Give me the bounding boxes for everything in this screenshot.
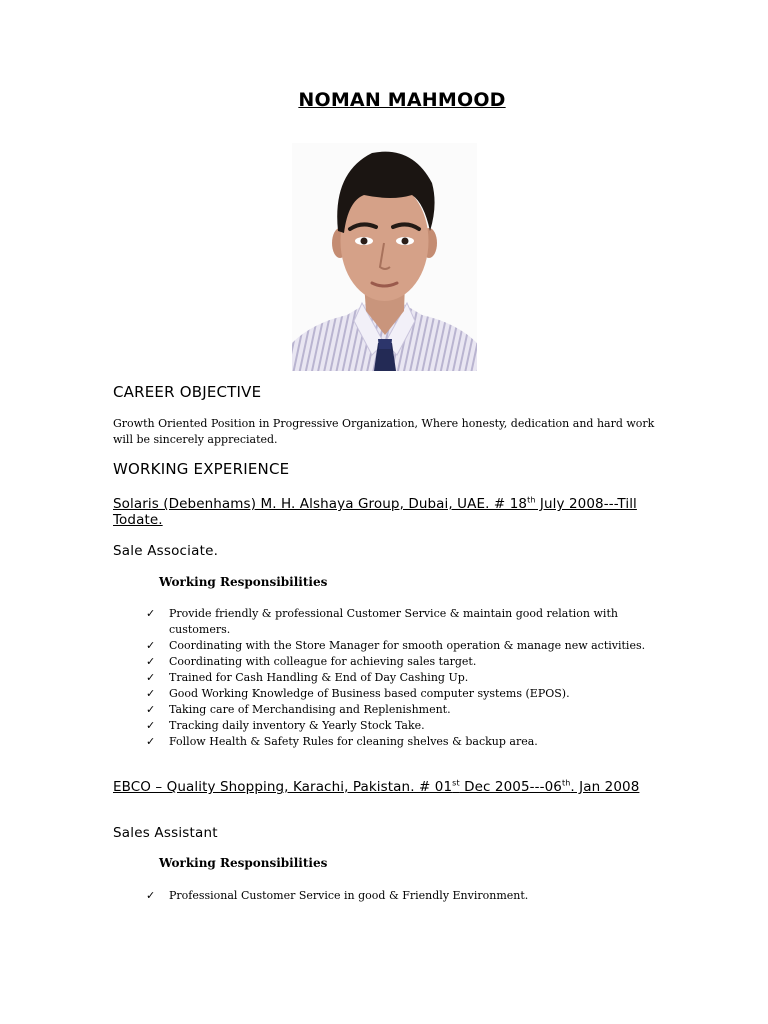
list-item bbox=[146, 654, 646, 670]
career-objective-heading: CAREER OBJECTIVE bbox=[113, 383, 262, 401]
job-1-employer-text-1: Solaris (Debenhams) M. H. Alshaya Group, Dubai, UAE. # 18 bbox=[113, 496, 528, 512]
job-1-role: Sale Associate. bbox=[113, 543, 219, 559]
job-2-employer-sup-2: th bbox=[561, 778, 571, 788]
check-icon: ✓ bbox=[146, 703, 156, 716]
list-item bbox=[146, 888, 646, 904]
candidate-name: NOMAN MAHMOOD bbox=[298, 89, 506, 111]
profile-photo bbox=[292, 143, 477, 371]
check-icon: ✓ bbox=[146, 639, 156, 652]
list-item bbox=[146, 734, 646, 750]
check-icon: ✓ bbox=[146, 687, 156, 700]
check-icon: ✓ bbox=[146, 889, 156, 902]
responsibility-text: Coordinating with colleague for achieving sales target. bbox=[169, 655, 477, 668]
job-2-responsibilities-list bbox=[146, 888, 646, 904]
responsibility-text: Taking care of Merchandising and Replenishment. bbox=[169, 703, 451, 716]
responsibility-text: Good Working Knowledge of Business based computer systems (EPOS). bbox=[169, 687, 570, 700]
check-icon: ✓ bbox=[146, 719, 156, 732]
job-1-responsibilities-list bbox=[146, 606, 646, 750]
responsibility-text: Tracking daily inventory & Yearly Stock Take. bbox=[169, 719, 425, 732]
job-2-responsibilities-title: Working Responsibilities bbox=[159, 856, 328, 870]
responsibility-text: Trained for Cash Handling & End of Day Cashing Up. bbox=[169, 671, 469, 684]
job-2-role: Sales Assistant bbox=[113, 825, 218, 841]
list-item bbox=[146, 638, 646, 654]
job-2-employer-text-2: Dec 2005---06 bbox=[459, 779, 562, 795]
responsibility-text: Coordinating with the Store Manager for smooth operation & manage new activities. bbox=[169, 639, 646, 652]
responsibility-text: Professional Customer Service in good & Friendly Environment. bbox=[169, 889, 529, 902]
check-icon: ✓ bbox=[146, 607, 156, 620]
check-icon: ✓ bbox=[146, 735, 156, 748]
list-item bbox=[146, 702, 646, 718]
list-item bbox=[146, 686, 646, 702]
job-2-employer bbox=[113, 779, 653, 795]
responsibility-text: Follow Health & Safety Rules for cleaning shelves & backup area. bbox=[169, 735, 538, 748]
check-icon: ✓ bbox=[146, 655, 156, 668]
job-1-employer-text-2: July 2008---Till Todate. bbox=[113, 496, 637, 528]
check-icon: ✓ bbox=[146, 671, 156, 684]
job-1-employer bbox=[113, 496, 653, 528]
list-item bbox=[146, 606, 646, 638]
job-2-employer-text-3: . Jan 2008 bbox=[570, 779, 640, 795]
career-objective-text: Growth Oriented Position in Progressive Organization, Where honesty, dedication and hard work will be sincerely appreciated. bbox=[113, 417, 655, 446]
responsibility-text: Provide friendly & professional Customer Service & maintain good relation with customers. bbox=[169, 607, 618, 636]
list-item bbox=[146, 718, 646, 734]
list-item bbox=[146, 670, 646, 686]
working-experience-heading: WORKING EXPERIENCE bbox=[113, 460, 290, 478]
job-1-responsibilities-title: Working Responsibilities bbox=[159, 575, 328, 589]
job-2-employer-text-1: EBCO – Quality Shopping, Karachi, Pakistan. # 01 bbox=[113, 779, 453, 795]
job-1-employer-sup-1: th bbox=[527, 495, 536, 505]
job-2-employer-sup-1: st bbox=[452, 778, 460, 788]
